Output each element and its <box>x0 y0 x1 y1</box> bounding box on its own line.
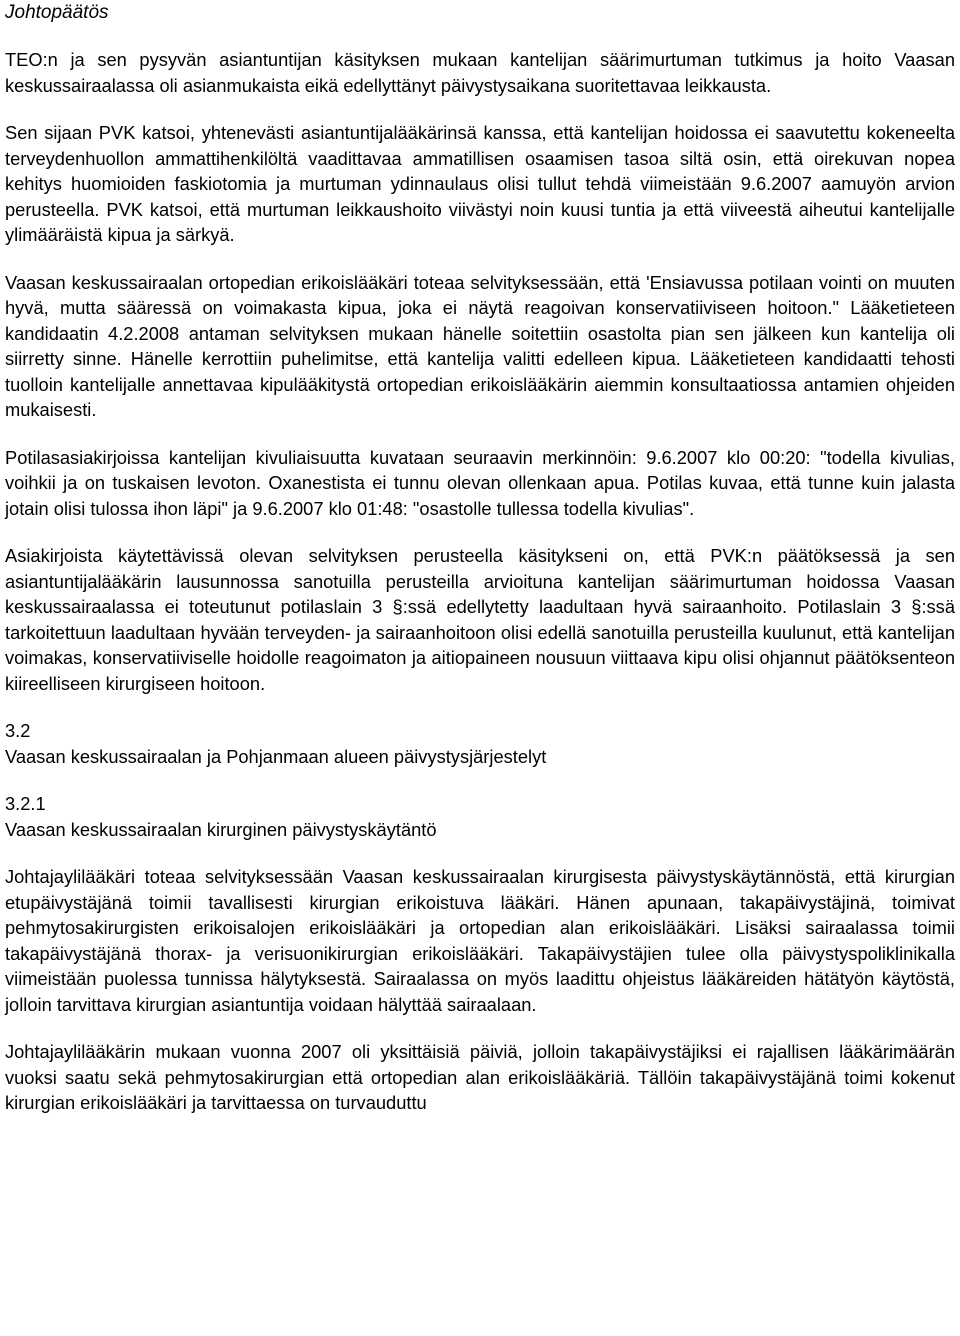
spacer <box>5 1017 955 1039</box>
spacer <box>5 769 955 791</box>
spacer <box>5 696 955 718</box>
paragraph-2007-staffing: Johtajaylilääkärin mukaan vuonna 2007 oli yksittäisiä päiviä, jolloin takapäivystäjiksi ei rajallisen lääkärimäärän vuoksi saatu sekä pehmytosakirurgian että ortopedian alan erikoislääkäriä. Tällöin takapäivystäjänä toimi kokenut kirurgian erikoislääkäri ja tarvittaessa on turvauduttu <box>5 1041 955 1113</box>
document-page <box>5 0 955 1116</box>
spacer <box>5 26 955 47</box>
spacer <box>5 842 955 864</box>
paragraph-teo-conclusion: TEO:n ja sen pysyvän asiantuntijan käsityksen mukaan kantelijan säärimurtuman tutkimus ja hoito Vaasan keskussairaalassa oli asianmukaista eikä edellyttänyt päivystysaikana suoritettavaa leikkausta. <box>5 49 955 96</box>
section-number-3-2-1: 3.2.1 <box>5 793 46 814</box>
section-heading-johtopaatos: Johtopäätös <box>5 2 109 23</box>
paragraph-orthopedist-statement: Vaasan keskussairaalan ortopedian erikoislääkäri toteaa selvityksessään, että 'Ensiavussa potilaan vointi on muuten hyvä, mutta sääressä on voimakasta kipua, joka ei näytä reagoivan konservatiiviseen hoitoon." Lääketieteen kandidaatin 4.2.2008 antaman selvityksen mukaan hänelle soitettiin osastolta pian sen jälkeen kun kantelija oli siirretty sinne. Hänelle kerrottiin puhelimitse, että kantelija valitti edelleen kipua. Lääketieteen kandidaatti tehosti tuolloin kantelijalle annettavaa kipulääkitystä ortopedian erikoislääkärin aiemmin konsultaatiossa antamien ohjeiden mukaisesti. <box>5 271 955 420</box>
paragraph-surgical-on-call-practice: Johtajaylilääkäri toteaa selvityksessään Vaasan keskussairaalan kirurgisesta päivystyskäytännöstä, että kirurgian etupäivystäjänä toimii tavallisesti kirurgian erikoistuva lääkäri. Hänen apunaan, takapäivystäjinä, toimivat pehmytosakirurgisten erikoisalojen erikoislääkäri ja ortopedian alan erikoislääkäri. Lisäksi sairaalassa toimii takapäivystäjänä thorax- ja verisuonikirurgian erikoislääkäri. Takapäivystäjien tulee olla päivystyspoliklinikalla viimeistään puolessa tunnissa hälytyksestä. Sairaalassa on myös laadittu ohjeistus lääkäreiden hätätyön käytöstä, jolloin tarvittava kirurgian asiantuntija voidaan hälyttää sairaalaan. <box>5 866 955 1015</box>
spacer <box>5 248 955 270</box>
section-number-3-2: 3.2 <box>5 720 31 741</box>
paragraph-ombudsman-view: Asiakirjoista käytettävissä olevan selvityksen perusteella käsitykseni on, että PVK:n päätöksessä ja sen asiantuntijalääkärin lausunnossa sanotuilla perusteilla arvioituna kantelijan säärimurtuman hoidossa Vaasan keskussairaalassa ei toteutunut potilaslain 3 §:ssä edellytetty laadultaan hyvä sairaanhoito. Potilaslain 3 §:ssä tarkoitettuun laadultaan hyvään terveyden- ja sairaanhoitoon olisi edellä sanotuilla perusteilla kuulunut, että kantelijan voimakas, konservatiiviselle hoidolle reagoimaton ja aitiopaineen nousuun viittaava kipu olisi ohjannut päätöksenteon kiireelliseen kirurgiseen hoitoon. <box>5 545 955 694</box>
spacer <box>5 521 955 543</box>
section-title-3-2-1: Vaasan keskussairaalan kirurginen päivystyskäytäntö <box>5 818 437 840</box>
paragraph-patient-records: Potilasasiakirjoissa kantelijan kivuliaisuutta kuvataan seuraavin merkinnöin: 9.6.2007 klo 00:20: "todella kivulias, voihkii ja on tuskaisen levoton. Oxanestista ei tunnu olevan ollenkaan apua. Potilas kuvaa, että tunne kuin jalasta jotain olisi tulossa ihon läpi" ja 9.6.2007 klo 01:48: "osastolle tullessa todella kivulias". <box>5 446 955 519</box>
section-title-3-2: Vaasan keskussairaalan ja Pohjanmaan alueen päivystysjärjestelyt <box>5 745 547 767</box>
spacer <box>5 98 955 120</box>
paragraph-pvk-assessment: Sen sijaan PVK katsoi, yhtenevästi asiantuntijalääkärinsä kanssa, että kantelijan hoidossa ei saavutettu kokeneelta terveydenhuollon ammattihenkilöltä vaadittavaa ammatillisen osaamisen tasoa siltä osin, että oirekuvan nopea kehitys huomioiden faskiotomia ja murtuman ydinnaulaus olisi tullut tehdä viimeistään 9.6.2007 aamuyön arvion perusteella. PVK katsoi, että murtuman leikkaushoito viivästyi noin kuusi tuntia ja että viiveestä aiheutui kantelijalle ylimääräistä kipua ja särkyä. <box>5 122 955 245</box>
spacer <box>5 423 955 445</box>
